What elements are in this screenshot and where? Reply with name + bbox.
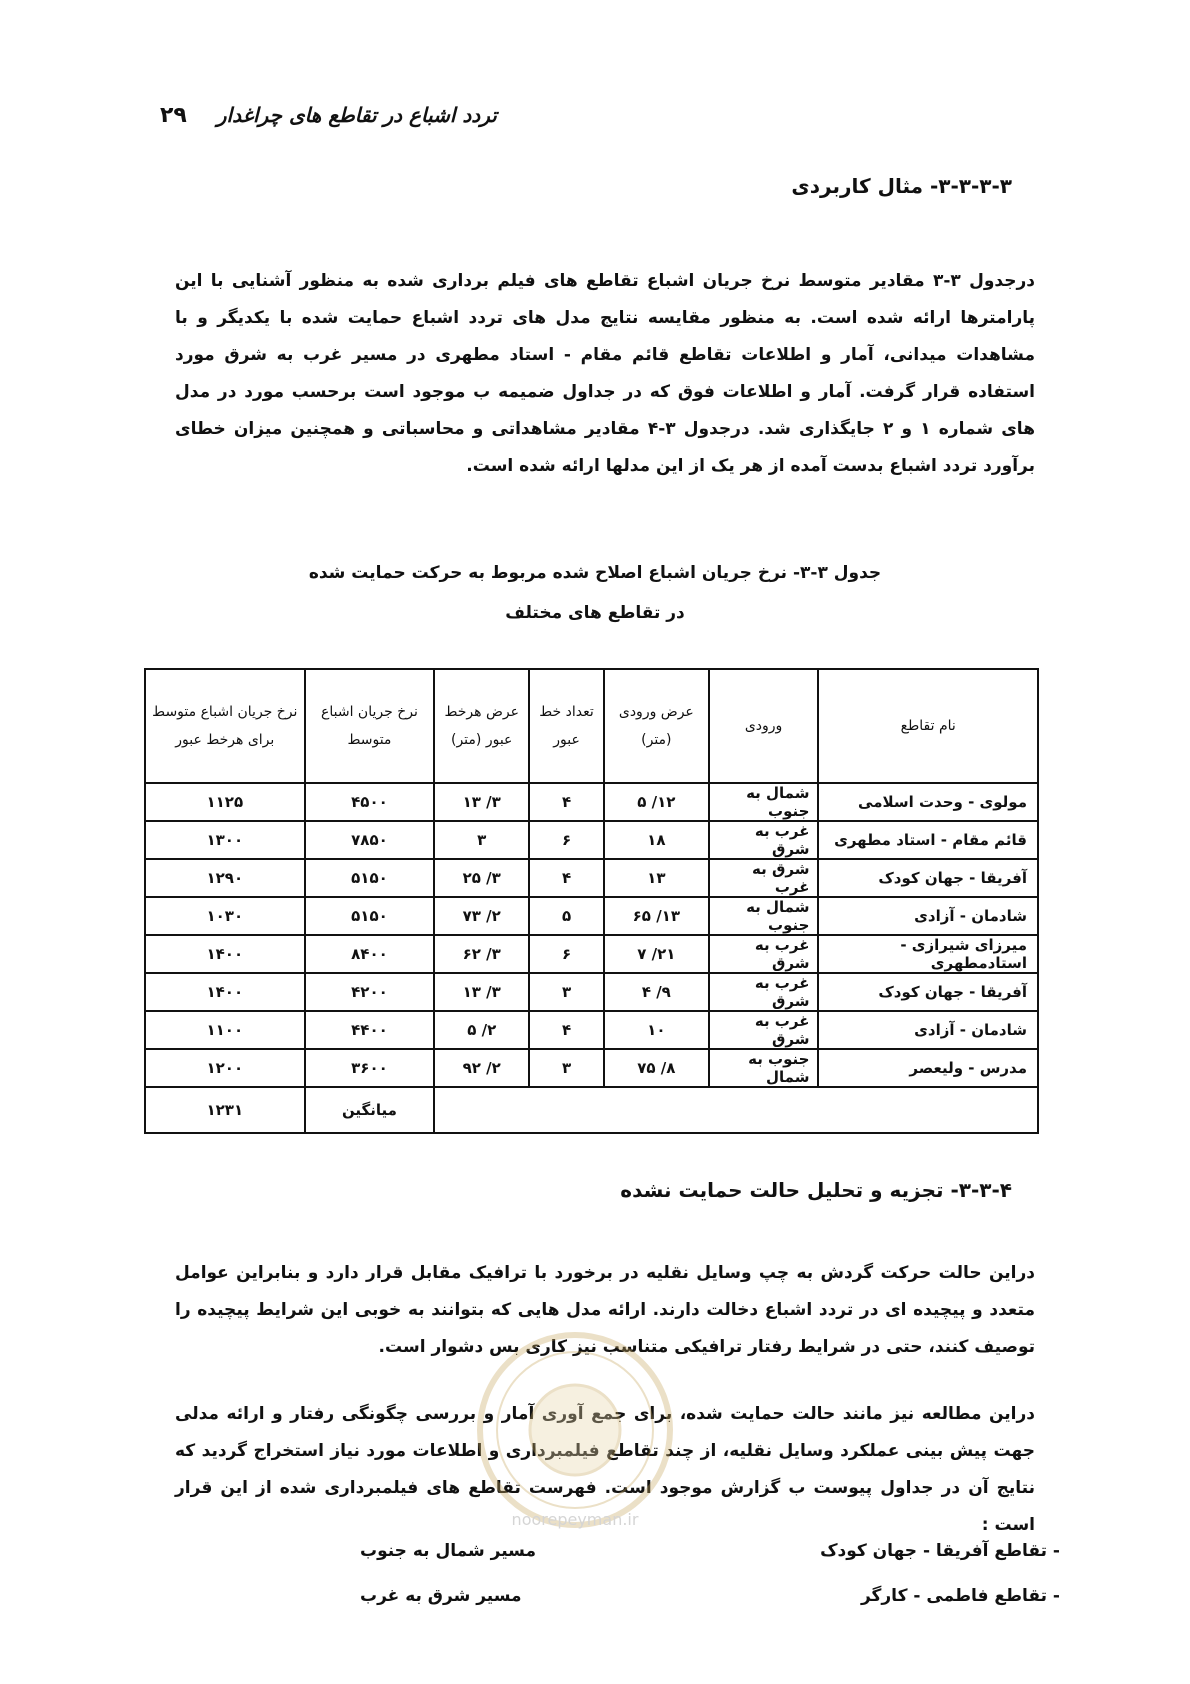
table-row xyxy=(145,897,1038,935)
cell-approach: غرب به شرق xyxy=(709,935,819,973)
cell-per-lane: ۱۴۰۰ xyxy=(145,973,305,1011)
table-row xyxy=(145,1049,1038,1087)
cell-sat-flow: ۵۱۵۰ xyxy=(305,897,435,935)
table-average-row xyxy=(145,1087,1038,1133)
cell-lane-width: ۳/ ۶۲ xyxy=(434,935,529,973)
cell-approach: غرب به شرق xyxy=(709,973,819,1011)
average-label: میانگین xyxy=(305,1087,435,1133)
cell-name: شادمان - آزادی xyxy=(818,1011,1038,1049)
header-lanes: تعداد خط عبور xyxy=(529,669,604,783)
list-item xyxy=(360,1573,1060,1618)
average-empty-cell xyxy=(434,1087,1038,1133)
table-caption-line-2: در تقاطع های مختلف xyxy=(505,603,685,623)
cell-approach-width: ۸/ ۷۵ xyxy=(604,1049,709,1087)
table-row xyxy=(145,973,1038,1011)
paragraph-unprotected-1: دراین حالت حرکت گردش به چپ وسایل نقلیه در برخورد با ترافیک مقابل قرار دارد و بنابراین عوامل متعدد و پیچیده ای در تردد اشباع دخالت دارند. ارائه مدل هایی که بتوانند به خوبی این شرایط پیچیده را توصیف کنند، حتی در شرایط رفتار ترافیکی متناسب نیز کاری بس دشوار است. xyxy=(175,1263,1035,1357)
cell-per-lane: ۱۲۰۰ xyxy=(145,1049,305,1087)
table-row xyxy=(145,859,1038,897)
cell-lanes: ۳ xyxy=(529,1049,604,1087)
cell-sat-flow: ۸۴۰۰ xyxy=(305,935,435,973)
list-item-route: مسیر شرق به غرب xyxy=(360,1585,522,1606)
cell-per-lane: ۱۳۰۰ xyxy=(145,821,305,859)
cell-sat-flow: ۴۲۰۰ xyxy=(305,973,435,1011)
cell-approach-width: ۱۰ xyxy=(604,1011,709,1049)
cell-lane-width: ۳/ ۱۳ xyxy=(434,783,529,821)
cell-sat-flow: ۵۱۵۰ xyxy=(305,859,435,897)
cell-approach-width: ۲۱/ ۷ xyxy=(604,935,709,973)
header-avg-saturation-flow-per-lane: نرخ جریان اشباع متوسط برای هرخط عبور xyxy=(145,669,305,783)
cell-lane-width: ۳/ ۲۵ xyxy=(434,859,529,897)
cell-name: مدرس - ولیعصر xyxy=(818,1049,1038,1087)
cell-approach: شمال به جنوب xyxy=(709,783,819,821)
watermark-text: noorepeyman.ir xyxy=(511,1510,639,1529)
cell-lanes: ۴ xyxy=(529,1011,604,1049)
section-heading-unprotected: ۳-۳-۴- تجزیه و تحلیل حالت حمایت نشده xyxy=(620,1178,1012,1202)
cell-lanes: ۶ xyxy=(529,821,604,859)
header-intersection-name: نام تقاطع xyxy=(818,669,1038,783)
cell-sat-flow: ۳۶۰۰ xyxy=(305,1049,435,1087)
cell-approach-width: ۱۲/ ۵ xyxy=(604,783,709,821)
saturation-flow-table xyxy=(144,668,1039,1134)
cell-approach: شمال به جنوب xyxy=(709,897,819,935)
table-caption xyxy=(150,553,1040,633)
header-approach-width: عرض ورودی (متر) xyxy=(604,669,709,783)
table-row xyxy=(145,783,1038,821)
table-row xyxy=(145,935,1038,973)
cell-lane-width: ۳ xyxy=(434,821,529,859)
cell-per-lane: ۱۴۰۰ xyxy=(145,935,305,973)
list-item-route: مسیر شمال به جنوب xyxy=(360,1540,536,1561)
cell-name: قائم مقام - استاد مطهری xyxy=(818,821,1038,859)
cell-approach-width: ۱۳ xyxy=(604,859,709,897)
cell-approach-width: ۱۳/ ۶۵ xyxy=(604,897,709,935)
cell-sat-flow: ۴۵۰۰ xyxy=(305,783,435,821)
average-value: ۱۲۳۱ xyxy=(145,1087,305,1133)
cell-approach-width: ۹/ ۴ xyxy=(604,973,709,1011)
cell-lanes: ۶ xyxy=(529,935,604,973)
cell-lane-width: ۲/ ۵ xyxy=(434,1011,529,1049)
cell-lanes: ۳ xyxy=(529,973,604,1011)
cell-name: شادمان - آزادی xyxy=(818,897,1038,935)
cell-lane-width: ۳/ ۱۳ xyxy=(434,973,529,1011)
cell-approach: جنوب به شمال xyxy=(709,1049,819,1087)
cell-per-lane: ۱۲۹۰ xyxy=(145,859,305,897)
table-caption-line-1: جدول ۳-۳- نرخ جریان اشباع اصلاح شده مربوط به حرکت حمایت شده xyxy=(308,563,882,583)
intersection-list xyxy=(360,1528,1060,1618)
cell-per-lane: ۱۰۳۰ xyxy=(145,897,305,935)
header-lane-width: عرض هرخط عبور (متر) xyxy=(434,669,529,783)
cell-approach: غرب به شرق xyxy=(709,1011,819,1049)
cell-per-lane: ۱۱۰۰ xyxy=(145,1011,305,1049)
header-approach: ورودی xyxy=(709,669,819,783)
cell-lane-width: ۲/ ۷۳ xyxy=(434,897,529,935)
cell-sat-flow: ۷۸۵۰ xyxy=(305,821,435,859)
paragraph-unprotected-2: دراین مطالعه نیز مانند حالت حمایت شده، برای جمع آوری آمار و بررسی چگونگی رفتار و ارائه مدلی جهت پیش بینی عملکرد وسایل نقلیه، از چند تقاطع فیلمبرداری و اطلاعات مورد نیاز استخراج گردید که نتایج آن در جداول پیوست ب گزارش موجود است. فهرست تقاطع های فیلمبرداری شده از این قرار است : xyxy=(175,1404,1035,1535)
cell-approach: غرب به شرق xyxy=(709,821,819,859)
table-header-row xyxy=(145,669,1038,783)
list-item-intersection: - تقاطع فاطمی - کارگر xyxy=(860,1585,1060,1606)
list-item-intersection: - تقاطع آفریقا - جهان کودک xyxy=(820,1540,1060,1561)
cell-per-lane: ۱۱۲۵ xyxy=(145,783,305,821)
header-avg-saturation-flow: نرخ جریان اشباع متوسط xyxy=(305,669,435,783)
cell-approach-width: ۱۸ xyxy=(604,821,709,859)
page-header xyxy=(160,95,550,135)
cell-lanes: ۴ xyxy=(529,859,604,897)
cell-sat-flow: ۴۴۰۰ xyxy=(305,1011,435,1049)
list-item xyxy=(360,1528,1060,1573)
paragraph-example: درجدول ۳-۳ مقادیر متوسط نرخ جریان اشباع تقاطع های فیلم برداری شده به منظور آشنایی با این پارامترها ارائه شده است. به منظور مقایسه نتایج مدل های تردد اشباع حمایت شده با یکدیگر و با مشاهدات میدانی، آمار و اطلاعات تقاطع قائم مقام - استاد مطهری در مسیر غرب به شرق مورد استفاده قرار گرفت. آمار و اطلاعات فوق که در جداول ضمیمه ب موجود است برحسب مورد در مدل های شماره ۱ و ۲ جایگذاری شد. درجدول ۳-۴ مقادیر مشاهداتی و محاسباتی و همچنین میزان خطای برآورد تردد اشباع بدست آمده از هر یک از این مدلها ارائه شده است. xyxy=(175,271,1035,476)
cell-lanes: ۵ xyxy=(529,897,604,935)
cell-lanes: ۴ xyxy=(529,783,604,821)
cell-name: مولوی - وحدت اسلامی xyxy=(818,783,1038,821)
cell-lane-width: ۲/ ۹۲ xyxy=(434,1049,529,1087)
running-title: تردد اشباع در تقاطع های چراغدار xyxy=(216,103,497,127)
table-row xyxy=(145,1011,1038,1049)
page-number: ۲۹ xyxy=(160,102,187,128)
cell-approach: شرق به غرب xyxy=(709,859,819,897)
cell-name: آفریقا - جهان کودک xyxy=(818,859,1038,897)
cell-name: آفریقا - جهان کودک xyxy=(818,973,1038,1011)
table-row xyxy=(145,821,1038,859)
section-heading-example: ۳-۳-۳-۳- مثال کاربردی xyxy=(791,174,1012,198)
cell-name: میرزای شیرازی - استادمطهری xyxy=(818,935,1038,973)
